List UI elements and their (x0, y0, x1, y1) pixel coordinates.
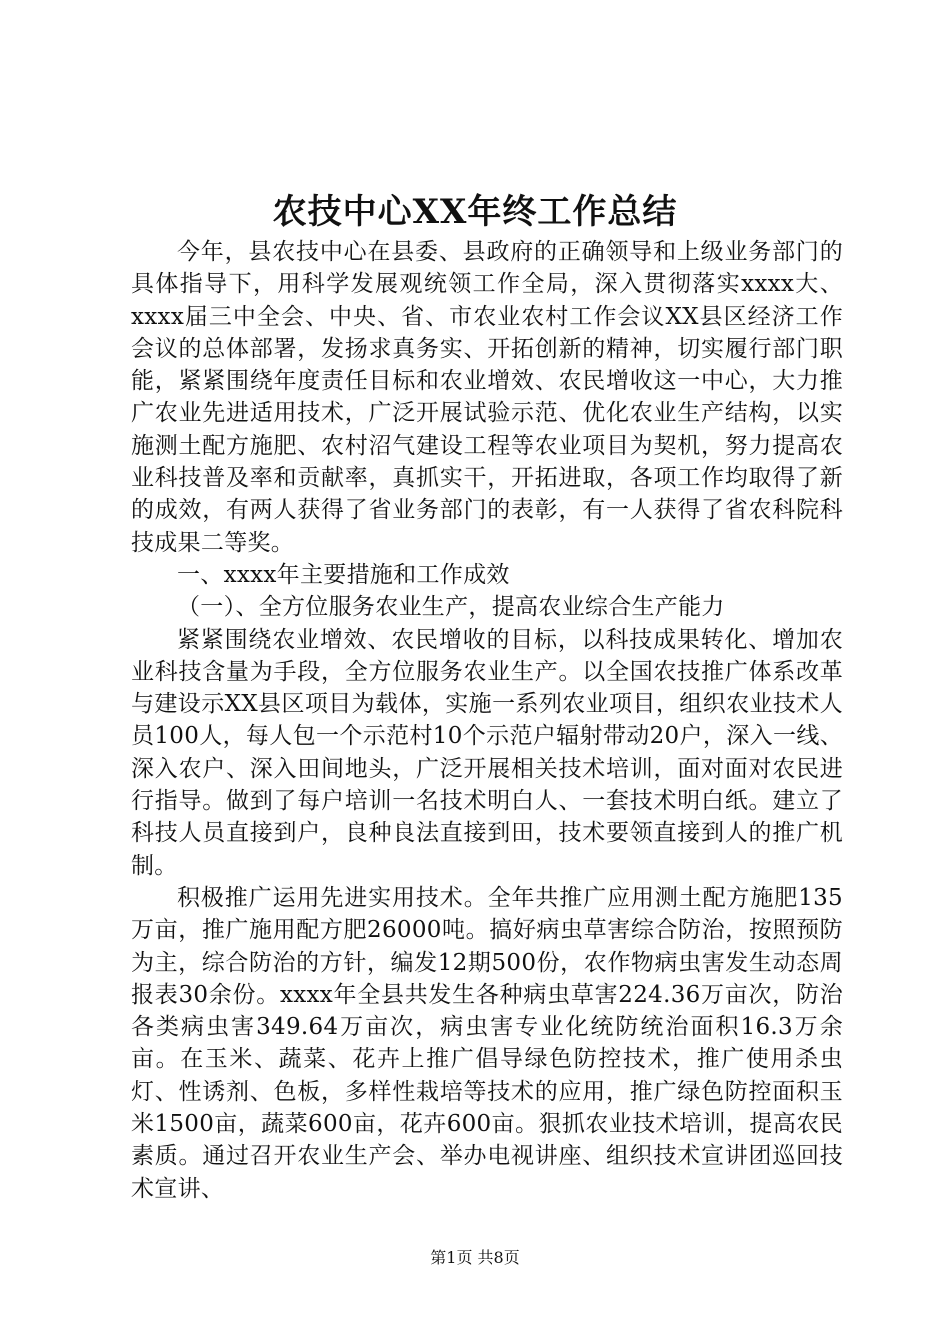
subsection-heading-1: （一）、全方位服务农业生产，提高农业综合生产能力 (177, 594, 725, 621)
paragraph-service: 紧紧围绕农业增效、农民增收的目标，以科技成果转化、增加农业科技含量为手段，全方位服务农业生产。以全国农技推广体系改革与建设示XX县区项目为载体，实施一系列农业项目，组织农业技术人员100人，每人包一个示范村10个示范户辐射带动20户，深入一线、深入农户、深入田间地头，广泛开展相关技术培训，面对面对农民进行指导。做到了每户培训一名技术明白人、一套技术明白纸。建立了科技人员直接到户，良种良法直接到田，技术要领直接到人的推广机制。 (131, 626, 843, 879)
section-heading-1: 一、xxxx年主要措施和工作成效 (177, 561, 510, 588)
document-body (131, 236, 843, 1205)
paragraph-intro: 今年，县农技中心在县委、县政府的正确领导和上级业务部门的具体指导下，用科学发展观统领工作全局，深入贯彻落实xxxx大、xxxx届三中全会、中央、省、市农业农村工作会议XX县区经济工作会议的总体部署，发扬求真务实、开拓创新的精神，切实履行部门职能，紧紧围绕年度责任目标和农业增效、农民增收这一中心，大力推广农业先进适用技术，广泛开展试验示范、优化农业生产结构，以实施测土配方施肥、农村沼气建设工程等农业项目为契机，努力提高农业科技普及率和贡献率，真抓实干，开拓进取，各项工作均取得了新的成效，有两人获得了省业务部门的表彰，有一人获得了省农科院科技成果二等奖。 (131, 239, 843, 556)
page-footer: 第1页 共8页 (430, 1248, 520, 1267)
document-title: 农技中心XX年终工作总结 (272, 192, 678, 232)
paragraph-technology: 积极推广运用先进实用技术。全年共推广应用测土配方施肥135万亩，推广施用配方肥26000吨。搞好病虫草害综合防治，按照预防为主，综合防治的方针，编发12期500份，农作物病虫害发生动态周报表30余份。xxxx年全县共发生各种病虫草害224.36万亩次，防治各类病虫害349.64万亩次，病虫害专业化统防统治面积16.3万余亩。在玉米、蔬菜、花卉上推广倡导绿色防控技术，推广使用杀虫灯、性诱剂、色板，多样性栽培等技术的应用，推广绿色防控面积玉米1500亩，蔬菜600亩，花卉600亩。狠抓农业技术培训，提高农民素质。通过召开农业生产会、举办电视讲座、组织技术宣讲团巡回技术宣讲、 (131, 884, 843, 1202)
